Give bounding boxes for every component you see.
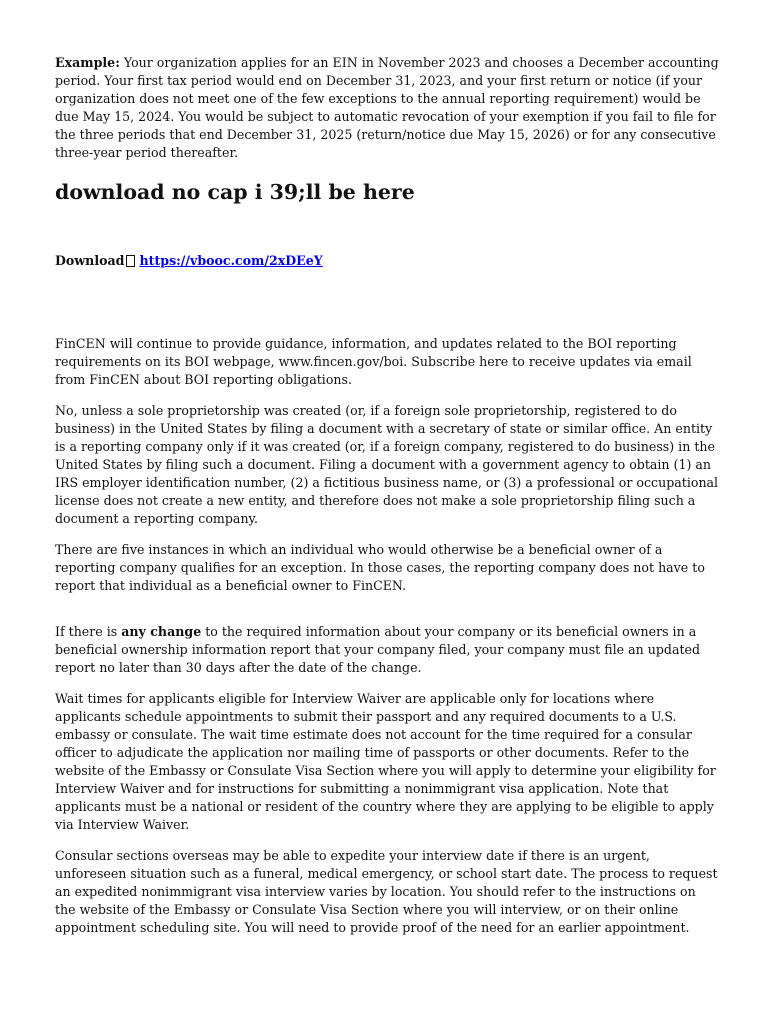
change-report-paragraph (55, 623, 719, 677)
sole-proprietorship-paragraph: No, unless a sole proprietorship was created (or, if a foreign sole proprietorship, registered to do business) in the United States by filing a document with a secretary of state or similar office. An entity is a reporting company only if it was created (or, if a foreign company, registered to do business) in the United States by filing such a document. Filing a document with a government agency to obtain (1) an IRS employer identification number, (2) a fictitious business name, or (3) a professional or occupational license does not create a new entity, and therefore does not make a sole proprietorship filing such a document a reporting company. (55, 403, 719, 526)
beneficial-owner-exception-paragraph: There are five instances in which an individual who would otherwise be a beneficial owner of a reporting company qualifies for an exception. In those cases, the reporting company does not have to report that individual as a beneficial owner to FinCEN. (55, 542, 705, 593)
example-text: Your organization applies for an EIN in November 2023 and chooses a December accounting period. Your first tax period would end on December 31, 2023, and your first return or notice (if your organization does not meet one of the few exceptions to the annual reporting requirement) would be due May 15, 2024. You would be subject to automatic revocation of your exemption if you fail to file for the three periods that end December 31, 2025 (return/notice due May 15, 2026) or for any consecutive three-year period thereafter. (55, 55, 719, 160)
download-heading: download no cap i 39;ll be here (55, 180, 415, 204)
fincen-guidance-paragraph: FinCEN will continue to provide guidance, information, and updates related to the BOI reporting requirements on its BOI webpage, www.fincen.gov/boi. Subscribe here to receive updates via email from FinCEN about BOI reporting obligations. (55, 336, 692, 387)
interview-waiver-paragraph: Wait times for applicants eligible for Interview Waiver are applicable only for locations where applicants schedule appointments to submit their passport and any required documents to a U.S. embassy or consulate. The wait time estimate does not account for the time required for a consular officer to adjudicate the application nor mailing time of passports or other documents. Refer to the website of the Embassy or Consulate Visa Section where you will apply to determine your eligibility for Interview Waiver and for instructions for submitting a nonimmigrant visa application. Note that applicants must be a national or resident of the country where they are applying to be eligible to apply via Interview Waiver. (55, 691, 716, 832)
download-label: Download (55, 253, 125, 268)
change-text-post: to the required information about your company or its beneficial owners in a beneficial ownership information report that your company filed, your company must file an updated report no later than 30 days after the date of the change. (55, 624, 701, 675)
example-label: Example: (55, 55, 120, 70)
document-page (55, 54, 719, 937)
download-line (55, 252, 719, 270)
change-text-pre: If there is (55, 624, 122, 639)
expedite-interview-paragraph: Consular sections overseas may be able to expedite your interview date if there is an urgent, unforeseen situation such as a funeral, medical emergency, or school start date. The process to request an expedited nonimmigrant visa interview varies by location. You should refer to the instructions on the website of the Embassy or Consulate Visa Section where you will interview, or on their online appointment scheduling site. You will need to provide proof of the need for an earlier appointment. (55, 848, 718, 935)
change-text-strong: any change (121, 624, 202, 639)
missing-glyph-icon (126, 255, 135, 267)
download-link[interactable]: https://vbooc.com/2xDEeY (139, 253, 323, 268)
example-paragraph (55, 54, 719, 162)
